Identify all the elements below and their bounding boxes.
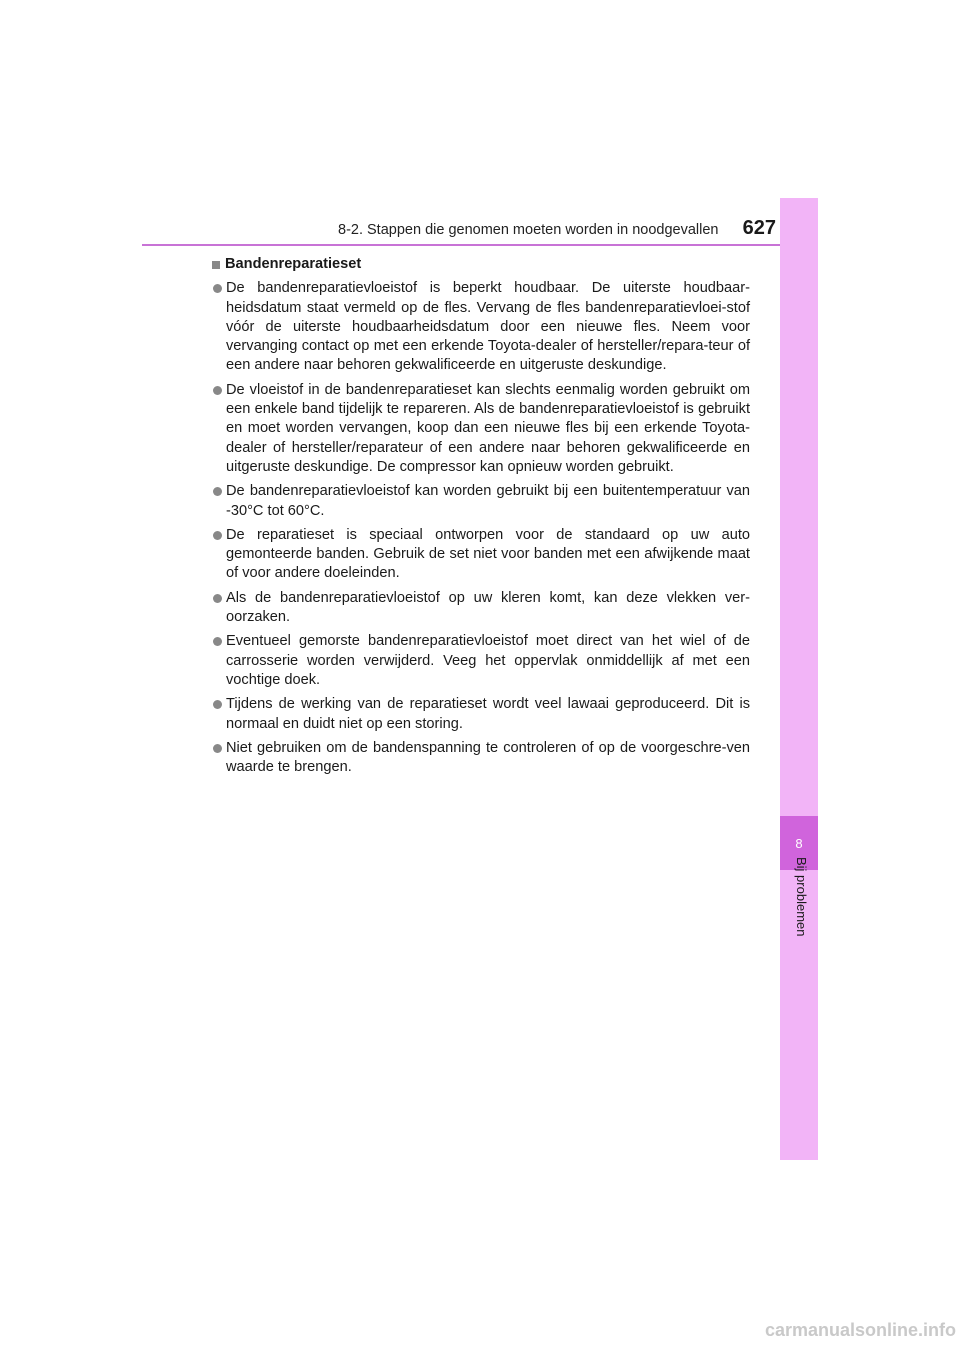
list-item-text: De vloeistof in de bandenreparatieset kan slechts eenmalig worden gebruikt om een enkele band tijdelijk te repareren. Als de bandenreparatievloeistof is gebruikt en moet worden vervangen, koop dan een nieuwe fles bij een erkende Toyota-dealer of hersteller/reparateur of een andere naar behoren gekwalificeerde en uitgeruste deskundige. De compressor kan opnieuw worden gebruikt. bbox=[226, 381, 750, 475]
list-item bbox=[212, 739, 750, 778]
bullet-dot-icon bbox=[213, 744, 222, 753]
main-content bbox=[212, 255, 750, 782]
list-item-text: Als de bandenreparatievloeistof op uw kleren komt, kan deze vlekken ver-oorzaken. bbox=[226, 589, 750, 626]
chapter-label: Bij problemen bbox=[794, 857, 809, 937]
bullet-dot-icon bbox=[213, 700, 222, 709]
list-item bbox=[212, 482, 750, 521]
bullet-dot-icon bbox=[213, 531, 222, 540]
list-item-text: De reparatieset is speciaal ontworpen voor de standaard op uw auto gemonteerde banden. Gebruik de set niet voor banden met een afwijkende maat of voor andere doeleinden. bbox=[226, 526, 750, 582]
page-number: 627 bbox=[742, 217, 776, 239]
list-item bbox=[212, 381, 750, 477]
chapter-number: 8 bbox=[795, 835, 803, 851]
bullet-dot-icon bbox=[213, 487, 222, 496]
bullet-dot-icon bbox=[213, 284, 222, 293]
list-item-text: De bandenreparatievloeistof is beperkt houdbaar. De uiterste houdbaar-heidsdatum staat vermeld op de fles. Vervang de fles bandenreparatievloei-stof vóór de uiterste houdbaarheidsdatum door een nieuwe fles. Neem voor vervanging contact op met een erkende Toyota-dealer of hersteller/repara-teur of een andere naar behoren gekwalificeerde en uitgeruste deskundige. bbox=[226, 280, 750, 374]
list-item bbox=[212, 632, 750, 690]
square-bullet-icon bbox=[212, 261, 220, 269]
bullet-dot-icon bbox=[213, 637, 222, 646]
bullet-list bbox=[212, 279, 750, 777]
list-item-text: De bandenreparatievloeistof kan worden gebruikt bij een buitentemperatuur van -30°C tot 60°C. bbox=[226, 483, 750, 519]
list-item-text: Tijdens de werking van de reparatieset wordt veel lawaai geproduceerd. Dit is normaal en duidt niet op een storing. bbox=[226, 696, 750, 732]
list-item bbox=[212, 526, 750, 584]
list-item-text: Niet gebruiken om de bandenspanning te controleren of op de voorgeschre-ven waarde te brengen. bbox=[226, 739, 750, 776]
section-heading bbox=[212, 255, 750, 274]
list-item bbox=[212, 695, 750, 734]
list-item bbox=[212, 589, 750, 628]
bullet-dot-icon bbox=[213, 594, 222, 603]
chapter-side-tab bbox=[780, 198, 818, 1160]
section-title: 8-2. Stappen die genomen moeten worden in noodgevallen bbox=[338, 222, 719, 238]
list-item-text: Eventueel gemorste bandenreparatievloeistof moet direct van het wiel of de carrosserie worden verwijderd. Veeg het oppervlak onmiddellijk af met een vochtige doek. bbox=[226, 633, 750, 688]
header-rule bbox=[142, 244, 818, 246]
watermark: carmanualsonline.info bbox=[764, 1320, 956, 1340]
bullet-dot-icon bbox=[213, 386, 222, 395]
section-heading-text: Bandenreparatieset bbox=[225, 256, 362, 272]
list-item bbox=[212, 279, 750, 375]
